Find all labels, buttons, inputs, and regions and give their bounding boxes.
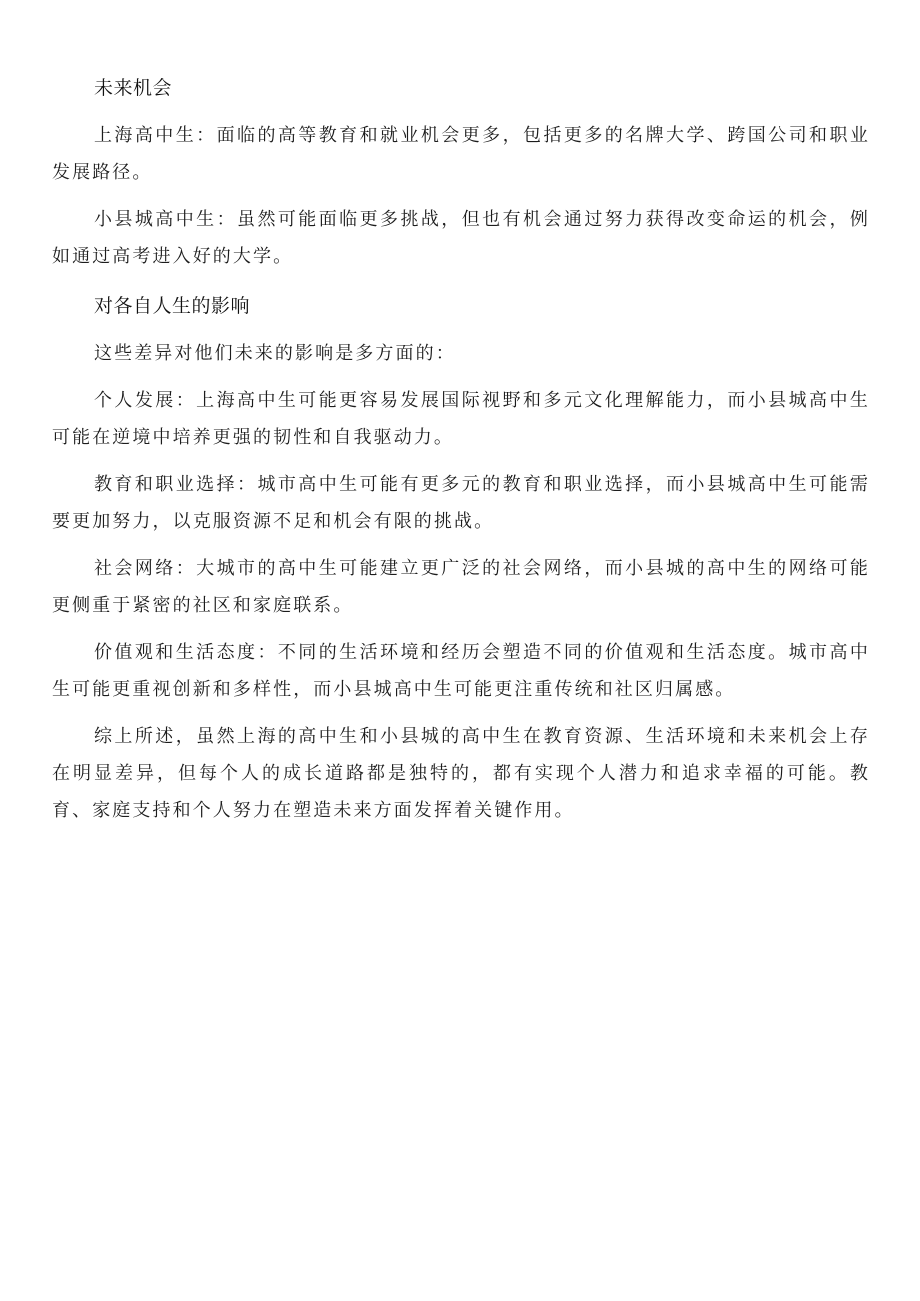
paragraph-social-network: 社会网络：大城市的高中生可能建立更广泛的社会网络，而小县城的高中生的网络可能更侧重于紧密的社区和家庭联系。 — [52, 558, 870, 616]
paragraph-education-career: 教育和职业选择：城市高中生可能有更多元的教育和职业选择，而小县城高中生可能需要更加努力，以克服资源不足和机会有限的挑战。 — [52, 474, 870, 532]
section-heading-life-impact: 对各自人生的影响 — [94, 295, 251, 317]
paragraph-values-attitude: 价值观和生活态度：不同的生活环境和经历会塑造不同的价值观和生活态度。城市高中生可能更重视创新和多样性，而小县城高中生可能更注重传统和社区归属感。 — [52, 642, 870, 700]
paragraph-shanghai-student: 上海高中生：面临的高等教育和就业机会更多，包括更多的名牌大学、跨国公司和职业发展路径。 — [52, 125, 870, 183]
paragraph-county-student: 小县城高中生：虽然可能面临更多挑战，但也有机会通过努力获得改变命运的机会，例如通过高考进入好的大学。 — [52, 209, 870, 267]
document-body — [52, 69, 870, 829]
paragraph-intro: 这些差异对他们未来的影响是多方面的： — [94, 343, 456, 364]
paragraph-personal-development: 个人发展：上海高中生可能更容易发展国际视野和多元文化理解能力，而小县城高中生可能在逆境中培养更强的韧性和自我驱动力。 — [52, 390, 870, 448]
paragraph-conclusion: 综上所述，虽然上海的高中生和小县城的高中生在教育资源、生活环境和未来机会上存在明显差异，但每个人的成长道路都是独特的，都有实现个人潜力和追求幸福的可能。教育、家庭支持和个人努力在塑造未来方面发挥着关键作用。 — [52, 726, 870, 821]
section-heading-future-opportunities: 未来机会 — [94, 77, 173, 99]
